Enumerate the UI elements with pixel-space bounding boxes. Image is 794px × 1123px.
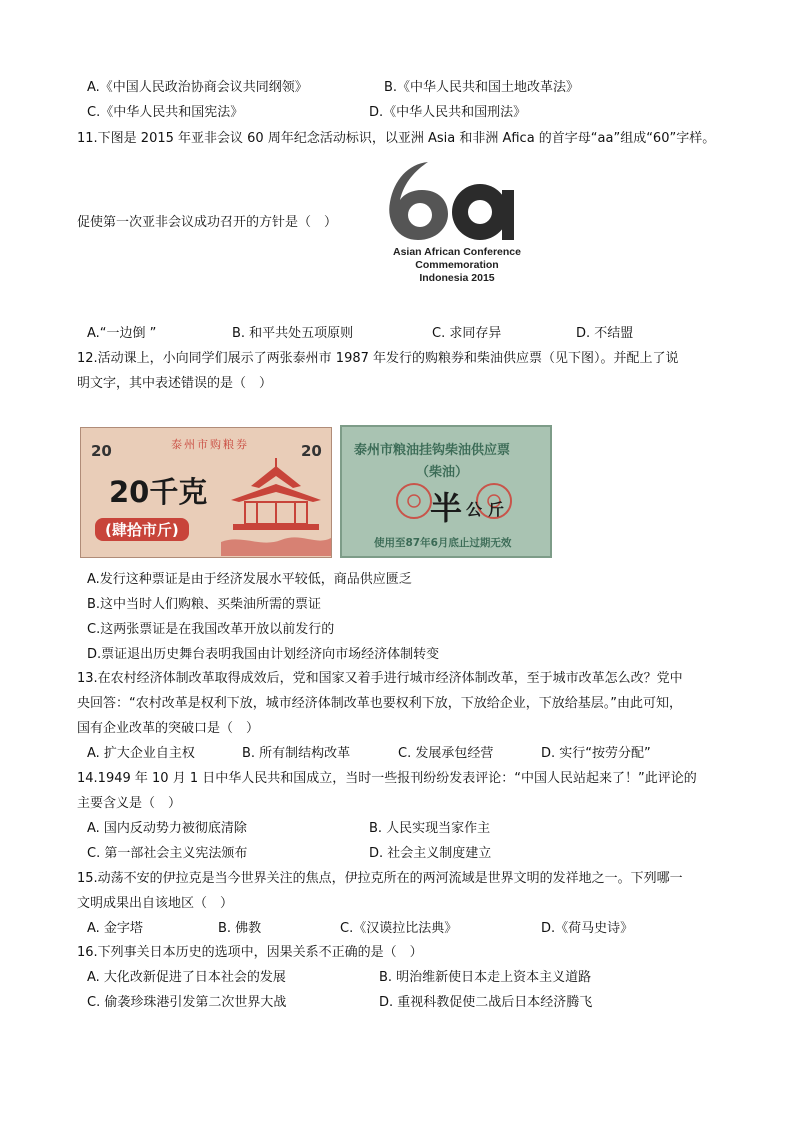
- q12-stem-line-2: 明文字，其中表述错误的是（ ）: [77, 376, 273, 391]
- q12-stem-line-1: 12.活动课上，小向同学们展示了两张泰州市 1987 年发行的购粮券和柴油供应票（见下图）。并配上了说: [77, 351, 679, 366]
- diesel-coupon-sub: （柴油）: [416, 465, 469, 480]
- aa-conference-logo: [368, 160, 546, 285]
- q13-option-a: A. 扩大企业自主权: [87, 746, 195, 761]
- diesel-coupon-amount: 半: [430, 489, 463, 527]
- q13-option-d: D. 实行“按劳分配”: [541, 746, 651, 761]
- q15-option-a: A. 金字塔: [87, 921, 143, 936]
- q10-option-a: A.《中国人民政治协商会议共同纲领》: [87, 80, 308, 95]
- pagoda-icon: [221, 456, 331, 556]
- q13-option-c: C. 发展承包经营: [398, 746, 494, 761]
- q15-option-d: D.《荷马史诗》: [541, 921, 634, 936]
- q14-stem-line-2: 主要含义是（ ）: [77, 796, 182, 811]
- q15-stem-line-1: 15.动荡不安的伊拉克是当今世界关注的焦点，伊拉克所在的两河流域是世界文明的发祥地之一。下列哪一: [77, 871, 683, 886]
- grain-coupon-title: 泰州市购粮券: [171, 438, 249, 451]
- q10-option-d: D.《中华人民共和国刑法》: [369, 105, 527, 120]
- q13-option-b: B. 所有制结构改革: [242, 746, 351, 761]
- diesel-coupon-footer: 使用至87年6月底止过期无效: [374, 537, 512, 549]
- logo-caption-line-3: Indonesia 2015: [419, 272, 495, 284]
- q16-option-a: A. 大化改新促进了日本社会的发展: [87, 970, 286, 985]
- q11-question: 促使第一次亚非会议成功召开的方针是（ ）: [77, 215, 338, 230]
- logo-caption-line-2: Commemoration: [415, 259, 499, 271]
- q14-option-d: D. 社会主义制度建立: [369, 846, 492, 861]
- red-seal-left-icon: [394, 481, 434, 521]
- diesel-coupon-unit: 公斤: [466, 500, 511, 519]
- q12-option-b: B.这中当时人们购粮、买柴油所需的票证: [87, 597, 322, 612]
- grain-coupon-image: [80, 427, 332, 558]
- q16-option-d: D. 重视科教促使二战后日本经济腾飞: [379, 995, 593, 1010]
- q15-stem-line-2: 文明成果出自该地区（ ）: [77, 896, 234, 911]
- q16-stem: 16.下列事关日本历史的选项中，因果关系不正确的是（ ）: [77, 945, 423, 960]
- q14-option-a: A. 国内反动势力被彻底清除: [87, 821, 247, 836]
- logo-caption-line-1: Asian African Conference: [393, 246, 521, 258]
- q11-option-d: D. 不结盟: [576, 326, 634, 341]
- sixty-aa-logo-icon: [368, 160, 546, 250]
- q12-option-c: C.这两张票证是在我国改革开放以前发行的: [87, 622, 335, 637]
- q13-stem-line-1: 13.在农村经济体制改革取得成效后，党和国家又着手进行城市经济体制改革，至于城市改革怎么改？党中: [77, 671, 683, 686]
- q11-stem: 11.下图是 2015 年亚非会议 60 周年纪念活动标识，以亚洲 Asia 和非洲 Afica 的首字母“aa”组成“60”字样。: [77, 131, 716, 146]
- q10-option-c: C.《中华人民共和国宪法》: [87, 105, 244, 120]
- q11-option-a: A.“一边倒 ”: [87, 326, 157, 341]
- grain-coupon-amount: 20千克: [109, 475, 208, 509]
- q14-option-b: B. 人民实现当家作主: [369, 821, 491, 836]
- grain-coupon-corner-left: 20: [91, 442, 112, 460]
- q14-option-c: C. 第一部社会主义宪法颁布: [87, 846, 248, 861]
- diesel-coupon-title: 泰州市粮油挂钩柴油供应票: [354, 443, 511, 458]
- q11-option-c: C. 求同存异: [432, 326, 502, 341]
- q16-option-b: B. 明治维新使日本走上资本主义道路: [379, 970, 592, 985]
- q12-option-a: A.发行这种票证是由于经济发展水平较低，商品供应匮乏: [87, 572, 412, 587]
- q14-stem-line-1: 14.1949 年 10 月 1 日中华人民共和国成立，当时一些报刊纷纷发表评论：“中国人民站起来了！”此评论的: [77, 771, 697, 786]
- q16-option-c: C. 偷袭珍珠港引发第二次世界大战: [87, 995, 287, 1010]
- q13-stem-line-3: 国有企业改革的突破口是（ ）: [77, 721, 260, 736]
- grain-coupon-corner-right: 20: [301, 442, 322, 460]
- q11-option-b: B. 和平共处五项原则: [232, 326, 354, 341]
- q15-option-b: B. 佛教: [218, 921, 262, 936]
- grain-coupon-sub: (肆拾市斤): [95, 518, 189, 541]
- q13-stem-line-2: 央回答：“农村改革是权利下放，城市经济体制改革也要权利下放，下放给企业，下放给基层。”由此可知，: [77, 696, 682, 711]
- diesel-coupon-image: [340, 425, 552, 558]
- q15-option-c: C.《汉谟拉比法典》: [340, 921, 458, 936]
- q12-option-d: D.票证退出历史舞台表明我国由计划经济向市场经济体制转变: [87, 647, 440, 662]
- q10-option-b: B.《中华人民共和国土地改革法》: [384, 80, 580, 95]
